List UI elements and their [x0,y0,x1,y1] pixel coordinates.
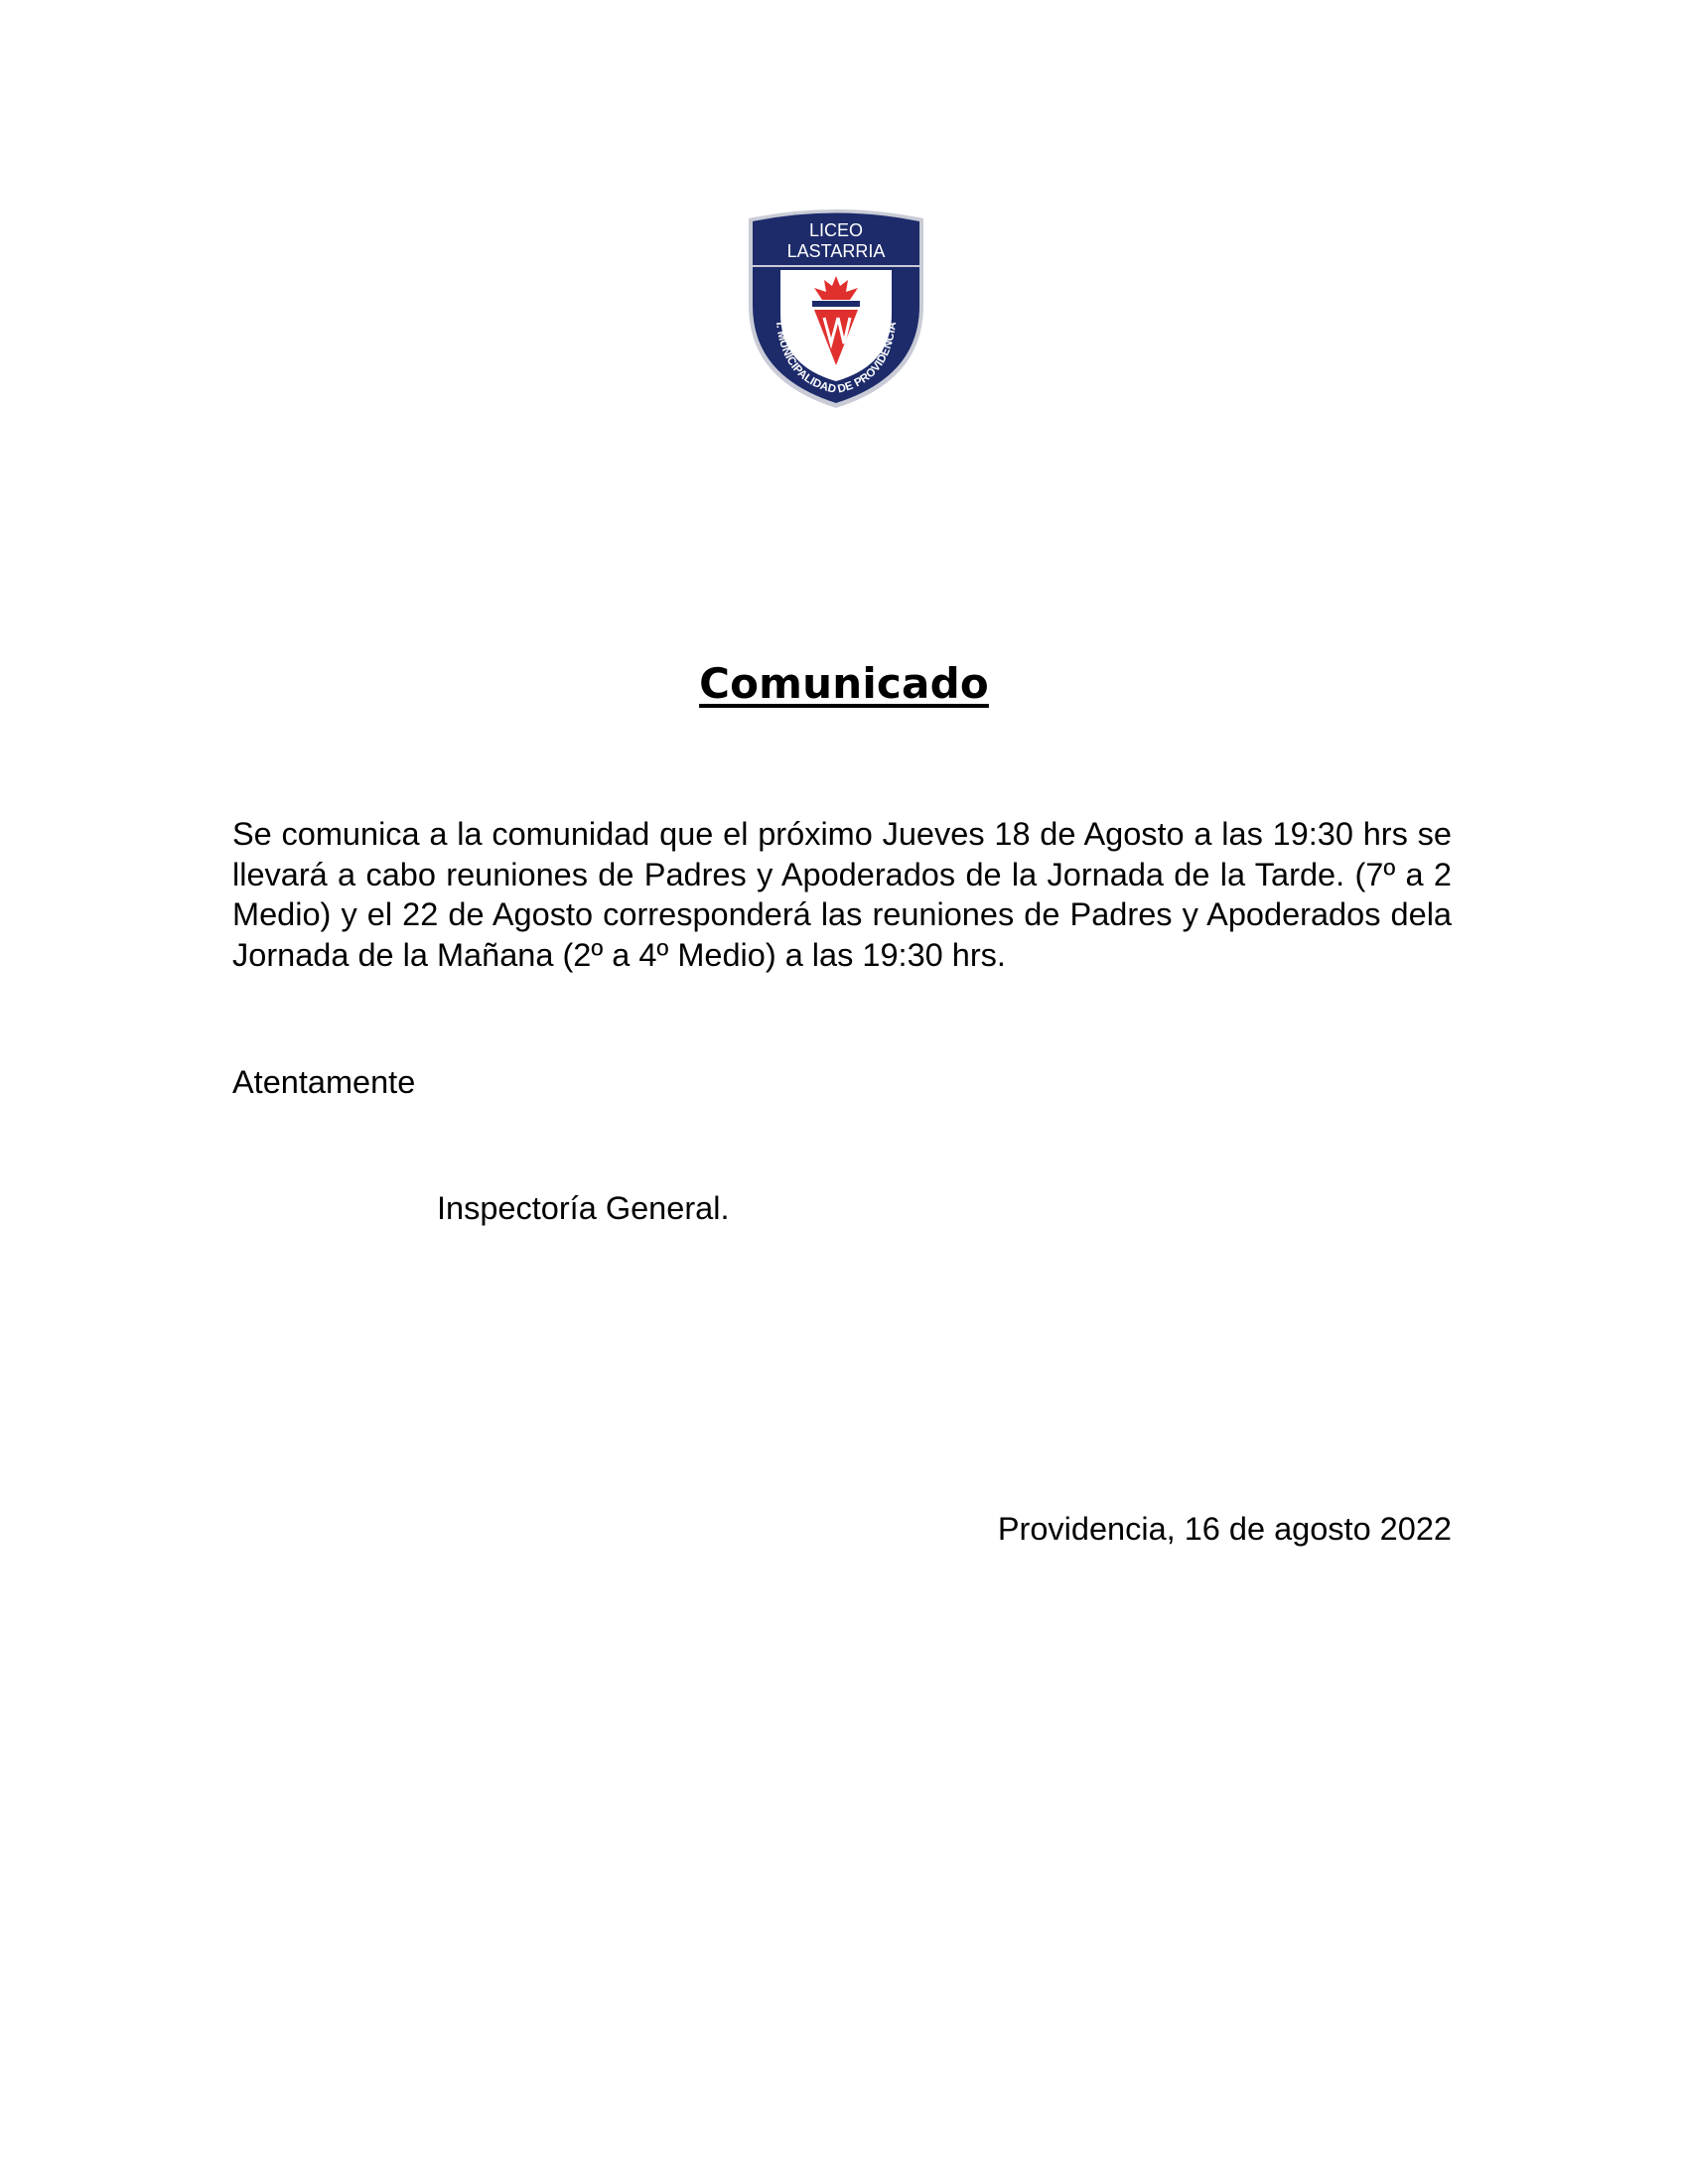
school-crest-logo [747,206,925,410]
document-title: Comunicado [699,659,989,708]
body-paragraph: Se comunica a la comunidad que el próximo Jueves 18 de Agosto a las 19:30 hrs se llevará a cabo reuniones de Padres y Apoderados de la Jornada de la Tarde. (7º a 2 Medio) y el 22 de Agosto corresponderá las reuniones de Padres y Apoderados dela Jornada de la Mañana (2º a 4º Medio) a las 19:30 hrs. [232,816,1452,973]
closing-salutation: Atentamente [232,1064,416,1100]
logo-text-line2: LASTARRIA [786,241,886,261]
logo-text-line1: LICEO [808,220,864,240]
signature-line: Inspectoría General. [437,1190,730,1226]
logo-arc-text: I. MUNICIPALIDAD DE PROVIDENCIA [773,321,900,397]
place-and-date: Providencia, 16 de agosto 2022 [997,1511,1452,1547]
